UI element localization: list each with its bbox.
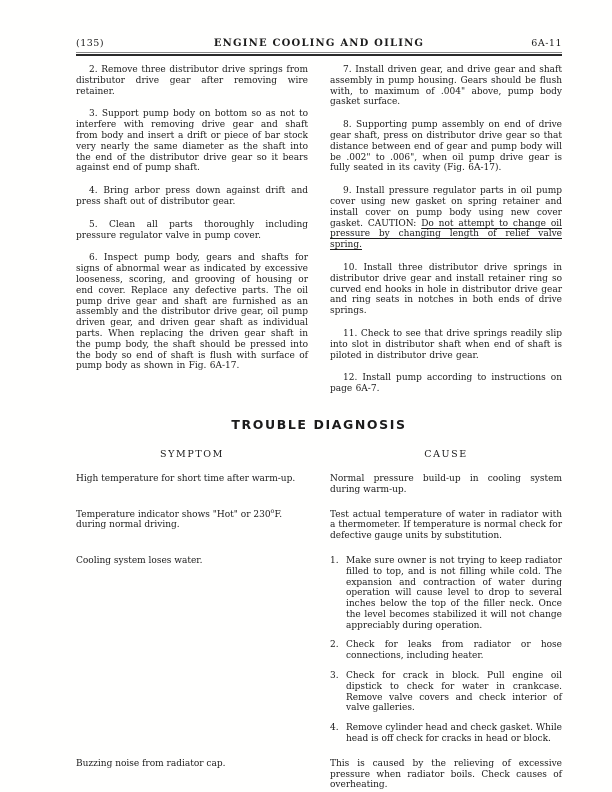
cause-list-item xyxy=(330,640,562,662)
symptom-text-part: F. during normal driving. xyxy=(76,509,283,531)
degree-superscript: o xyxy=(270,506,275,515)
cause-list-item xyxy=(330,671,562,714)
step-12: 12. Install pump according to instructions on page 6A-7. xyxy=(330,373,562,395)
diagnosis-column-headers xyxy=(76,449,562,460)
symptom-text-part: Temperature indicator shows "Hot" or 230 xyxy=(76,509,271,520)
cause-item-number: 3. xyxy=(330,671,339,682)
diagnosis-row xyxy=(76,474,562,496)
cause-item-number: 4. xyxy=(330,723,339,734)
step-8: 8. Supporting pump assembly on end of drive gear shaft, press on distributor drive gear so that distance between end of gear and pump body will be .002" to .006", when oil pump drive gear is fully seated in its cavity (Fig. 6A-17). xyxy=(330,120,562,174)
step-6: 6. Inspect pump body, gears and shafts for signs of abnormal wear as indicated by excessive looseness, scoring, and grooving of housing or end cover. Replace any defective parts. The oil pump drive gear and shaft are furnished as an assembly and the distributor drive gear, oil pump driven gear, and driven gear shaft as individual parts. When replacing the driven gear shaft in the pump body, the shaft should be pressed into the body so end of shaft is flush with surface of pump body as shown in Fig. 6A-17. xyxy=(76,253,308,372)
cause-list-item xyxy=(330,556,562,632)
cause-text: This is caused by the relieving of excessive pressure when radiator boils. Check causes of overheating. xyxy=(330,758,562,791)
header-page-ref-left: (135) xyxy=(76,38,105,49)
symptom-column-header: SYMPTOM xyxy=(160,448,224,460)
cause-item-text: Check for leaks from radiator or hose connections, including heater. xyxy=(346,640,562,662)
cause-list xyxy=(330,556,562,745)
step-9-caution-underlined: Do not attempt to change oil pressure by changing length of relief valve spring. xyxy=(330,218,563,251)
procedure-columns xyxy=(76,65,562,395)
symptom-text: Cooling system loses water. xyxy=(76,555,203,566)
step-2: 2. Remove three distributor drive springs from distributor drive gear after removing wire retainer. xyxy=(76,65,308,97)
cause-item-text: Remove cylinder head and check gasket. While head is off check for cracks in head or block. xyxy=(346,723,562,745)
step-4: 4. Bring arbor press down against drift and press shaft out of distributor gear. xyxy=(76,186,308,207)
cause-list-item xyxy=(330,723,562,745)
symptom-text: High temperature for short time after warm-up. xyxy=(76,473,296,484)
diagnosis-row xyxy=(76,506,562,542)
cause-item-text: Make sure owner is not trying to keep radiator filled to top, and is not filling while cold. The expansion and contraction of water during operation will cause level to drop to several inches below the top of the filler neck. Once the level becomes stabilized it will not change appreciably during operation. xyxy=(346,555,562,631)
cause-text: Test actual temperature of water in radiator with a thermometer. If temperature is normal check for defective gauge units by substitution. xyxy=(330,509,562,542)
symptom-text xyxy=(76,506,308,532)
step-10: 10. Install three distributor drive springs in distributor drive gear and install retainer ring so curved end hooks in hole in distributor drive gear and ring seats in notches in both ends of drive springs. xyxy=(330,262,562,317)
step-5: 5. Clean all parts thoroughly including pressure regulator valve in pump cover. xyxy=(76,219,308,241)
diagnosis-row xyxy=(76,556,562,745)
diagnosis-row xyxy=(76,759,562,791)
cause-item-text: Check for crack in block. Pull engine oil dipstick to check for water in crankcase. Remove valve covers and check interior of valve galleries. xyxy=(346,671,562,714)
header-rule xyxy=(76,54,562,56)
header-page-ref-right: 6A-11 xyxy=(531,38,562,49)
cause-item-number: 1. xyxy=(330,555,339,566)
cause-column-header: CAUSE xyxy=(424,448,468,460)
step-3: 3. Support pump body on bottom so as not to interfere with removing drive gear and shaft from body and insert a drift or piece of bar stock very nearly the same diameter as the shaft into the end of the distributor drive gear so it bears against end of pump shaft. xyxy=(76,109,308,174)
page-header xyxy=(76,38,562,56)
header-title: ENGINE COOLING AND OILING xyxy=(213,38,425,49)
procedure-left-column xyxy=(76,65,308,395)
symptom-text: Buzzing noise from radiator cap. xyxy=(76,758,226,769)
step-9 xyxy=(330,186,562,251)
procedure-right-column xyxy=(330,65,562,395)
step-7: 7. Install driven gear, and drive gear and shaft assembly in pump housing. Gears should be flush with, to maximum of .004" above, pump body gasket surface. xyxy=(330,65,562,108)
step-9-text: 9. Install pressure regulator parts in oil pump cover using new gasket on spring retainer and install cover on pump body using new cover gasket. CAUTION: xyxy=(330,186,562,229)
trouble-diagnosis-title: TROUBLE DIAGNOSIS xyxy=(231,416,407,432)
header-row xyxy=(76,38,562,53)
cause-text: Normal pressure build-up in cooling system during warm-up. xyxy=(330,473,562,495)
step-11: 11. Check to see that drive springs readily slip into slot in distributor shaft when end of shaft is piloted in distributor drive gear. xyxy=(330,328,562,361)
cause-item-number: 2. xyxy=(330,640,339,651)
